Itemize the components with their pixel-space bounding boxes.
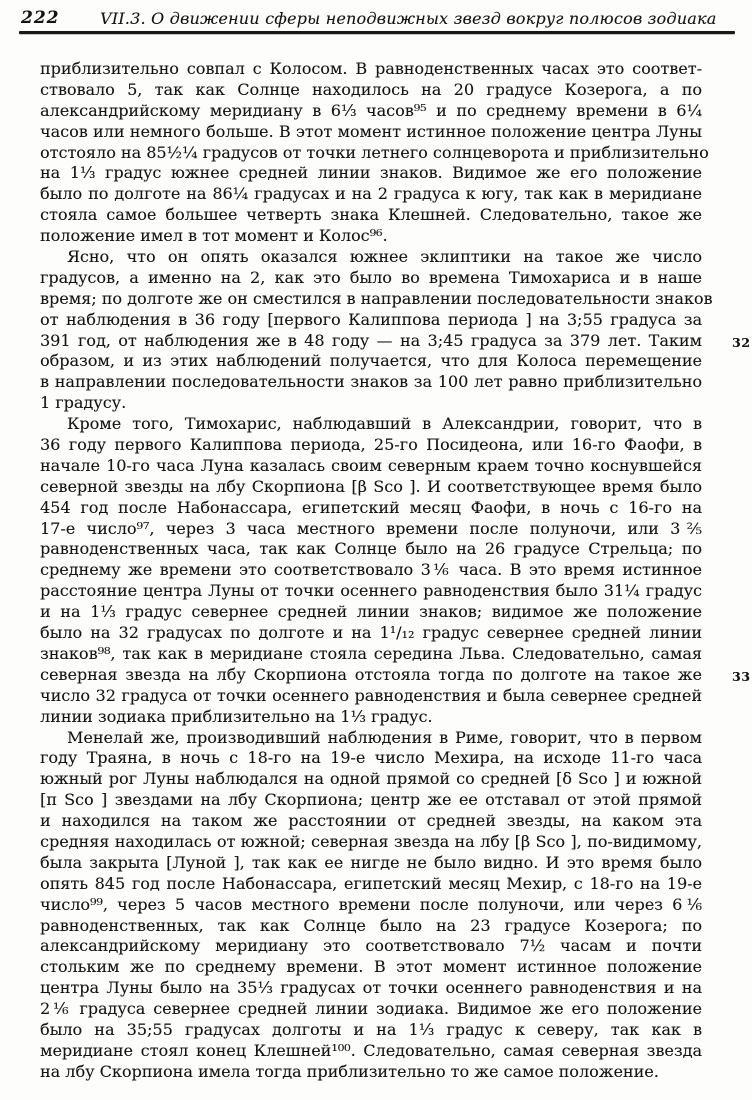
text-line: южный рог Луны наблюдался на одной прямой со средней [δ Sco ] и южной [40,769,702,789]
text-line: среднему же времени это соответствовало 3⅙ часа. В это время истинное [40,560,702,580]
text-line: линии зодиака приблизительно на 1⅓ градус. [40,706,433,726]
text-line: 1 градусу. [40,393,127,413]
text-line: стольким же по среднему времени. В этот момент истинное положение [40,957,702,977]
text-line: была закрыта [Луной ], так как ее нигде не было видно. И это время было [40,852,702,872]
text-line: александрийскому меридиану в 6⅓ часов⁹⁵ и по среднему времени в 6¼ [40,100,702,120]
text-line: средняя находилась от южной; северная звезда на лбу [β Sco ], по-видимому, [40,831,702,851]
text-line: градусов, а именно на 2, как это было во времена Тимохариса и в наше [40,267,702,287]
text-line: александрийскому меридиану это соответствовало 7½ часам и почти [40,936,702,956]
text-line: равноденственных часа, так как Солнце было на 26 градусе Стрельца; по [40,539,702,559]
text-line: начале 10-го часа Луна казалась своим северным краем точно коснувшейся [40,455,702,475]
text-line: в направлении последовательности знаков за 100 лет равно приблизительно [40,372,702,392]
running-title: VII.3. О движении сферы неподвижных звезд вокруг полюсов зодиака [100,9,717,28]
text-line: число 32 градуса от точки осеннего равноденствия и была севернее средней [40,685,702,705]
text-line: от наблюдения в 36 году [первого Калиппова периода ] на 3;55 градуса за [40,309,702,329]
text-line: приблизительно совпал с Колосом. В равноденственных часах это соответ- [40,59,702,78]
text-line: на 1⅓ градус южнее средней линии знаков. Видимое же его положение [40,163,702,183]
text-line: часов или немного больше. В этот момент истинное положение центра Луны [40,121,702,141]
text-line: равноденственных, так как Солнце было на 23 градусе Козерога; по [40,915,702,935]
text-line: стояла самое большее четверть знака Клешней. Следовательно, такое же [40,205,702,225]
marginal-line-number: 32 [732,334,751,350]
text-line: опять 845 год после Набонассара, египетский месяц Мехир, с 18-го на 19-е [40,873,702,893]
text-line: центра Луны было на 35⅓ градусах от точки осеннего равноденствия и на [40,978,702,998]
text-line: было на 35;55 градусах долготы и на 1⅓ градус к северу, так как в [40,1019,702,1039]
text-line: [π Sco ] звездами на лбу Скорпиона; центр же ее отставал от этой прямой [40,790,702,810]
text-line: на лбу Скорпиона имела тогда приблизительно то же самое положение. [40,1061,659,1081]
text-line: 391 год, от наблюдения же в 48 году — на 3;45 градуса за 379 лет. Таким 32 [40,331,702,352]
text-line: число⁹⁹, через 5 часов местного времени после полуночи, или через 6⅙ [40,894,702,914]
text-line: меридиане стоял конец Клешней¹⁰⁰. Следовательно, самая северная звезда [40,1040,702,1060]
text-line: знаков⁹⁸, так как в меридиане стояла середина Льва. Следовательно, самая [40,643,702,663]
page-number: 222 [21,8,60,28]
text-line: образом, и из этих наблюдений получается, что для Колоса перемещение [40,351,702,371]
paragraph [40,247,751,414]
paragraph [40,728,702,1083]
text-line: положение имел в тот момент и Колос⁹⁶. [40,226,388,246]
paragraph [40,59,709,247]
text-line: Менелай же, производивший наблюдения в Риме, говорит, что в первом [67,727,702,747]
text-line: 2⅙ градуса севернее средней линии зодиака. Видимое же его положение [40,999,702,1019]
text-line: и на 1⅓ градус севернее средней линии знаков; видимое же положение [40,602,702,622]
marginal-line-number: 33 [732,668,751,684]
text-line: время; по долготе же он сместился в направлении последовательности знаков [40,288,713,308]
text-line: Ясно, что он опять оказался южнее эклиптики на такое же число [67,247,702,267]
header-rule [19,31,735,34]
text-line: 17-е число⁹⁷, через 3 часа местного времени после полуночи, или 3⅖ [40,518,702,538]
text-line: расстояние центра Луны от точки осеннего равноденствия было 31¼ градус [40,581,702,601]
text-line: отстояло на 85½¼ градусов от точки летнего солнцеворота и приблизительно [40,142,709,162]
text-line: 454 год после Набонассара, египетский месяц Фаофи, в ночь с 16-го на [40,497,702,517]
page-header [0,6,752,32]
text-line: и находился на таком же расстоянии от средней звезды, на каком эта [40,811,702,831]
text-line: ствовало 5, так как Солнце находилось на 20 градусе Козерога, а по [40,79,702,99]
text-line: Кроме того, Тимохарис, наблюдавший в Александрии, говорит, что в [67,414,702,434]
text-line: 36 году первого Калиппова периода, 25-го Посидеона, или 16-го Фаофи, в [40,435,702,455]
paragraph [40,414,751,727]
text-line: северная звезда на лбу Скорпиона отстояла тогда по долготе на такое же 33 [40,665,702,686]
text-line: году Траяна, в ночь с 18-го на 19-е число Мехира, на исходе 11-го часа [40,748,702,768]
text-line: было на 32 градусах по долготе и на 1¹/₁₂ градус севернее средней линии [40,623,702,643]
text-body [40,59,751,1083]
text-line: было по долготе на 86¼ градусах и на 2 градуса к югу, так как в меридиане [40,184,702,204]
text-line: северной звезды на лбу Скорпиона [β Sco ]. И соответствующее время было [40,476,702,496]
